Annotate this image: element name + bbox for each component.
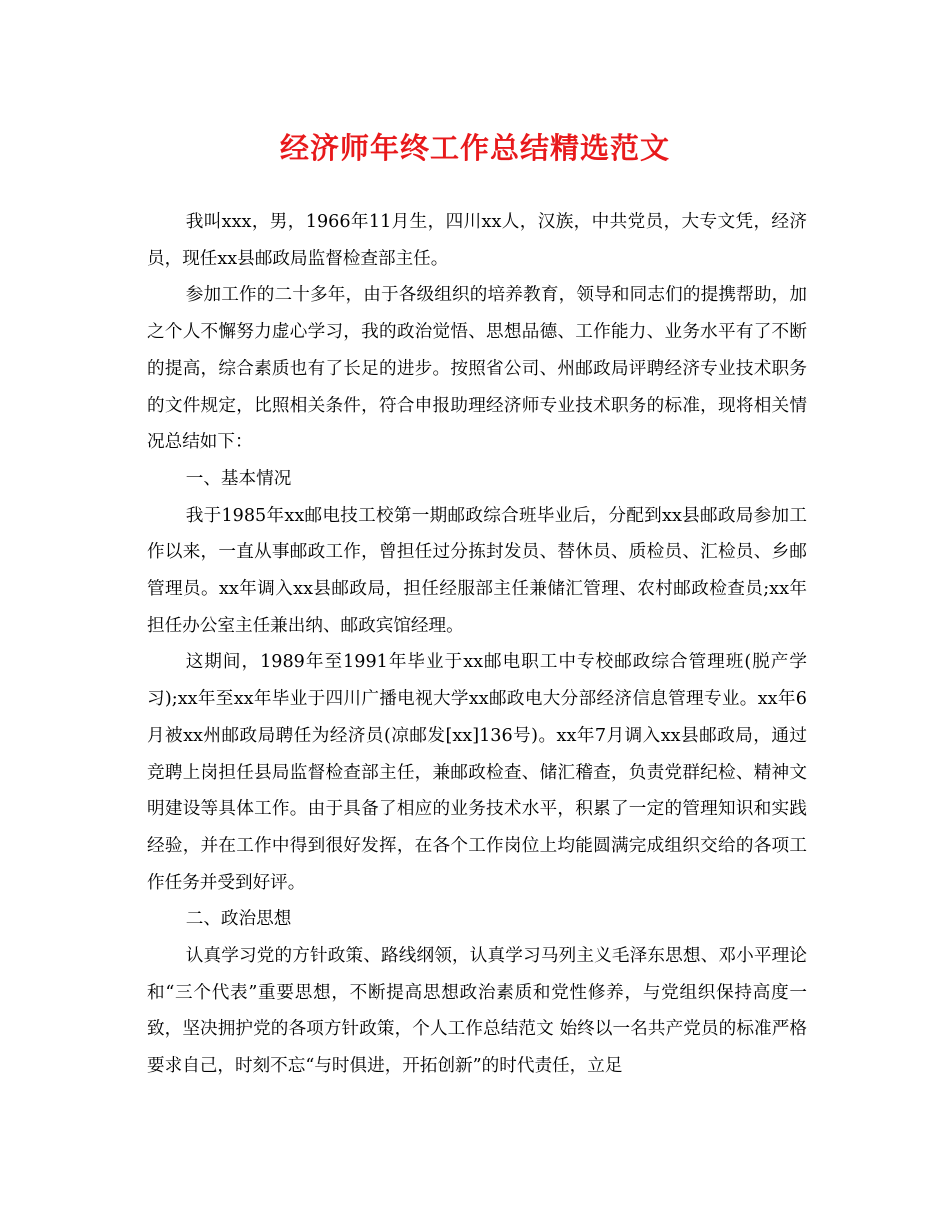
paragraph-political-study: 认真学习党的方针政策、路线纲领，认真学习马列主义毛泽东思想、邓小平理论和“三个代表”重要思想，不断提高思想政治素质和党性修养，与党组织保持高度一致，坚决拥护党的各项方针政策，个人工作总结范文 始终以一名共产党员的标准严格要求自己，时刻不忘“与时俱进，开拓创新”的时代责任，立足 [147, 946, 807, 1077]
paragraph-work-history: 我于1985年xx邮电技工校第一期邮政综合班毕业后，分配到xx县邮政局参加工作以来，一直从事邮政工作，曾担任过分拣封发员、替休员、质检员、汇检员、乡邮管理员。xx年调入xx县邮政局，担任经服部主任兼储汇管理、农村邮政检查员;xx年担任办公室主任兼出纳、邮政宾馆经理。 [147, 505, 807, 636]
paragraph-education-career: 这期间，1989年至1991年毕业于xx邮电职工中专校邮政综合管理班(脱产学习);xx年至xx年毕业于四川广播电视大学xx邮政电大分部经济信息管理专业。xx年6月被xx州邮政局聘任为经济员(凉邮发[xx]136号)。xx年7月调入xx县邮政局，通过竞聘上岗担任县局监督检查部主任，兼邮政检查、储汇稽查，负责党群纪检、精神文明建设等具体工作。由于具备了相应的业务技术水平，积累了一定的管理知识和实践经验，并在工作中得到很好发挥，在各个工作岗位上均能圆满完成组织交给的各项工作任务并受到好评。 [147, 652, 807, 893]
document-body [147, 204, 807, 1085]
document-title: 经济师年终工作总结精选范文 [279, 131, 670, 165]
paragraph-introduction: 参加工作的二十多年，由于各级组织的培养教育，领导和同志们的提携帮助，加之个人不懈努力虚心学习，我的政治觉悟、思想品德、工作能力、业务水平有了不断的提高，综合素质也有了长足的进步。按照省公司、州邮政局评聘经济专业技术职务的文件规定，比照相关条件，符合申报助理经济师专业技术职务的标准，现将相关情况总结如下： [147, 285, 807, 453]
paragraph-personal-info: 我叫xxx，男，1966年11月生，四川xx人，汉族，中共党员，大专文凭，经济员，现任xx县邮政局监督检查部主任。 [147, 212, 807, 269]
section-heading-basic-info: 一、基本情况 [185, 468, 292, 489]
section-heading-political-thought: 二、政治思想 [185, 909, 292, 930]
